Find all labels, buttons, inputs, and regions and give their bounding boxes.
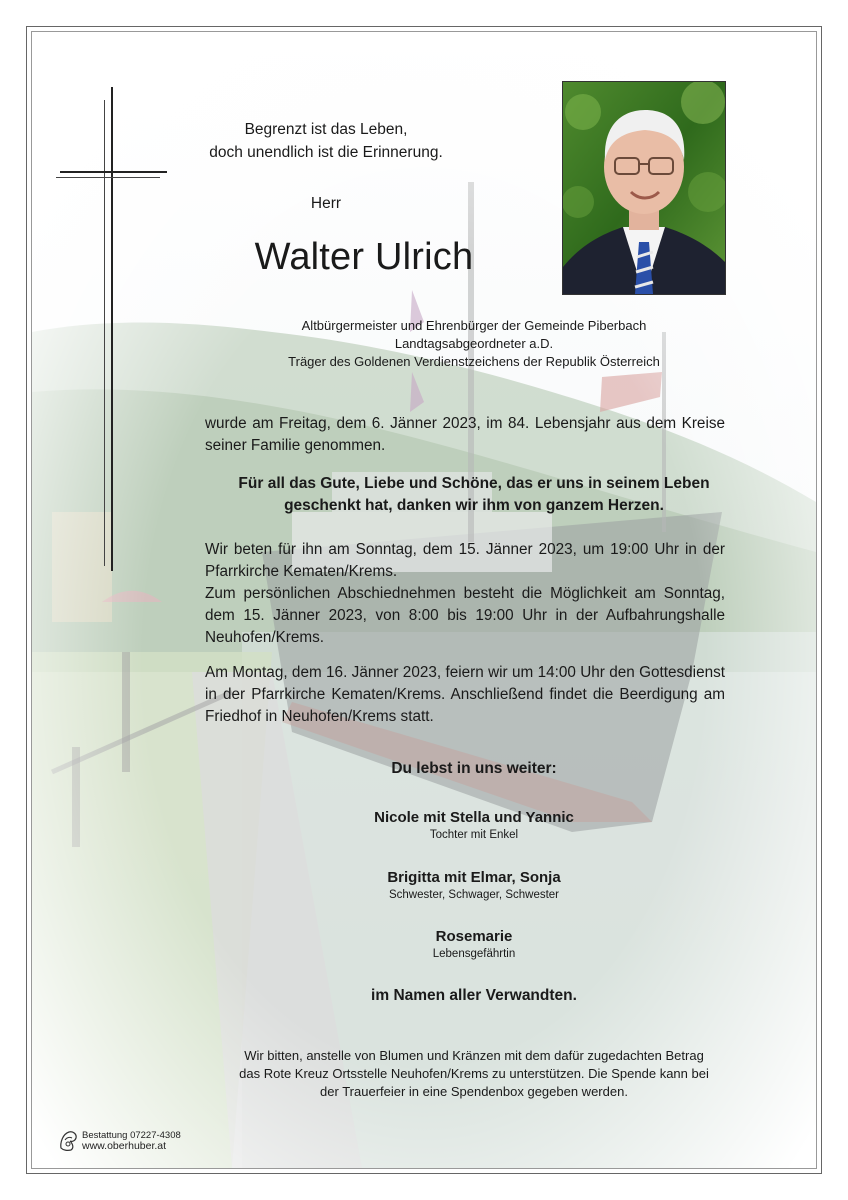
title-line: Landtagsabgeordneter a.D. xyxy=(394,336,554,351)
mourner-name: Brigitta mit Elmar, Sonja xyxy=(387,869,561,886)
thanks-line-1: Für all das Gute, Liebe und Schöne, das er uns in seinem Leben xyxy=(238,475,710,492)
donation-line-2: das Rote Kreuz Ortsstelle Neuhofen/Krems zu unterstützen. Die Spende kann bei xyxy=(239,1066,709,1081)
quote-line-2: doch unendlich ist die Erinnerung. xyxy=(209,144,443,161)
mourner-relation: Tochter mit Enkel xyxy=(429,829,519,841)
prayer-line-2: Zum persönlichen Abschiednehmen besteht die Möglichkeit am Sonntag, dem 15. Jänner 2023, von 8:00 bis 19:00 Uhr in der Aufbahrungshalle Neuhofen/Krems. xyxy=(205,585,725,646)
funeral-home-label: Bestattung xyxy=(82,1130,128,1141)
deceased-name: Walter Ulrich xyxy=(254,236,474,278)
thanks-message xyxy=(50,473,848,517)
donation-request xyxy=(50,1047,848,1101)
funeral-home-website[interactable]: www.oberhuber.at xyxy=(82,1140,167,1152)
prayer-line-1: Wir beten für ihn am Sonntag, dem 15. Jänner 2023, um 19:00 Uhr in der Pfarrkirche Kematen/Krems. xyxy=(205,541,725,580)
mourner-name: Nicole mit Stella und Yannic xyxy=(374,809,574,826)
funeral-home-logo-icon xyxy=(58,1128,80,1152)
funeral-service-info: Am Montag, dem 16. Jänner 2023, feiern wir um 14:00 Uhr den Gottesdienst in der Pfarrkirche Kematen/Krems. Anschließend findet die Beerdigung am Friedhof in Neuhofen/Krems statt. xyxy=(205,664,725,725)
mourner-name: Rosemarie xyxy=(435,928,513,945)
relatives-closing: im Namen aller Verwandten. xyxy=(371,987,577,1004)
funeral-home-phone: 07227-4308 xyxy=(130,1130,181,1141)
mourner-relation: Lebensgefährtin xyxy=(432,948,516,960)
funeral-home-info xyxy=(82,1130,181,1152)
donation-line-3: der Trauerfeier in eine Spendenbox gegeben werden. xyxy=(320,1084,628,1099)
donation-line-1: Wir bitten, anstelle von Blumen und Kränzen mit dem dafür zugedachten Betrag xyxy=(244,1048,704,1063)
prayer-info xyxy=(205,539,725,649)
mourner-relation: Schwester, Schwager, Schwester xyxy=(388,889,560,901)
lives-on-heading: Du lebst in uns weiter: xyxy=(391,760,557,777)
title-line: Altbürgermeister und Ehrenbürger der Gemeinde Piberbach xyxy=(301,318,647,333)
honorary-titles xyxy=(50,317,848,371)
salutation: Herr xyxy=(310,195,342,212)
death-notice: wurde am Freitag, dem 6. Jänner 2023, im 84. Lebensjahr aus dem Kreise seiner Familie genommen. xyxy=(205,415,725,454)
memorial-quote xyxy=(0,118,750,164)
quote-line-1: Begrenzt ist das Leben, xyxy=(244,121,408,138)
thanks-line-2: geschenkt hat, danken wir ihm von ganzem Herzen. xyxy=(284,497,664,514)
title-line: Träger des Goldenen Verdienstzeichens der Republik Österreich xyxy=(288,354,660,369)
